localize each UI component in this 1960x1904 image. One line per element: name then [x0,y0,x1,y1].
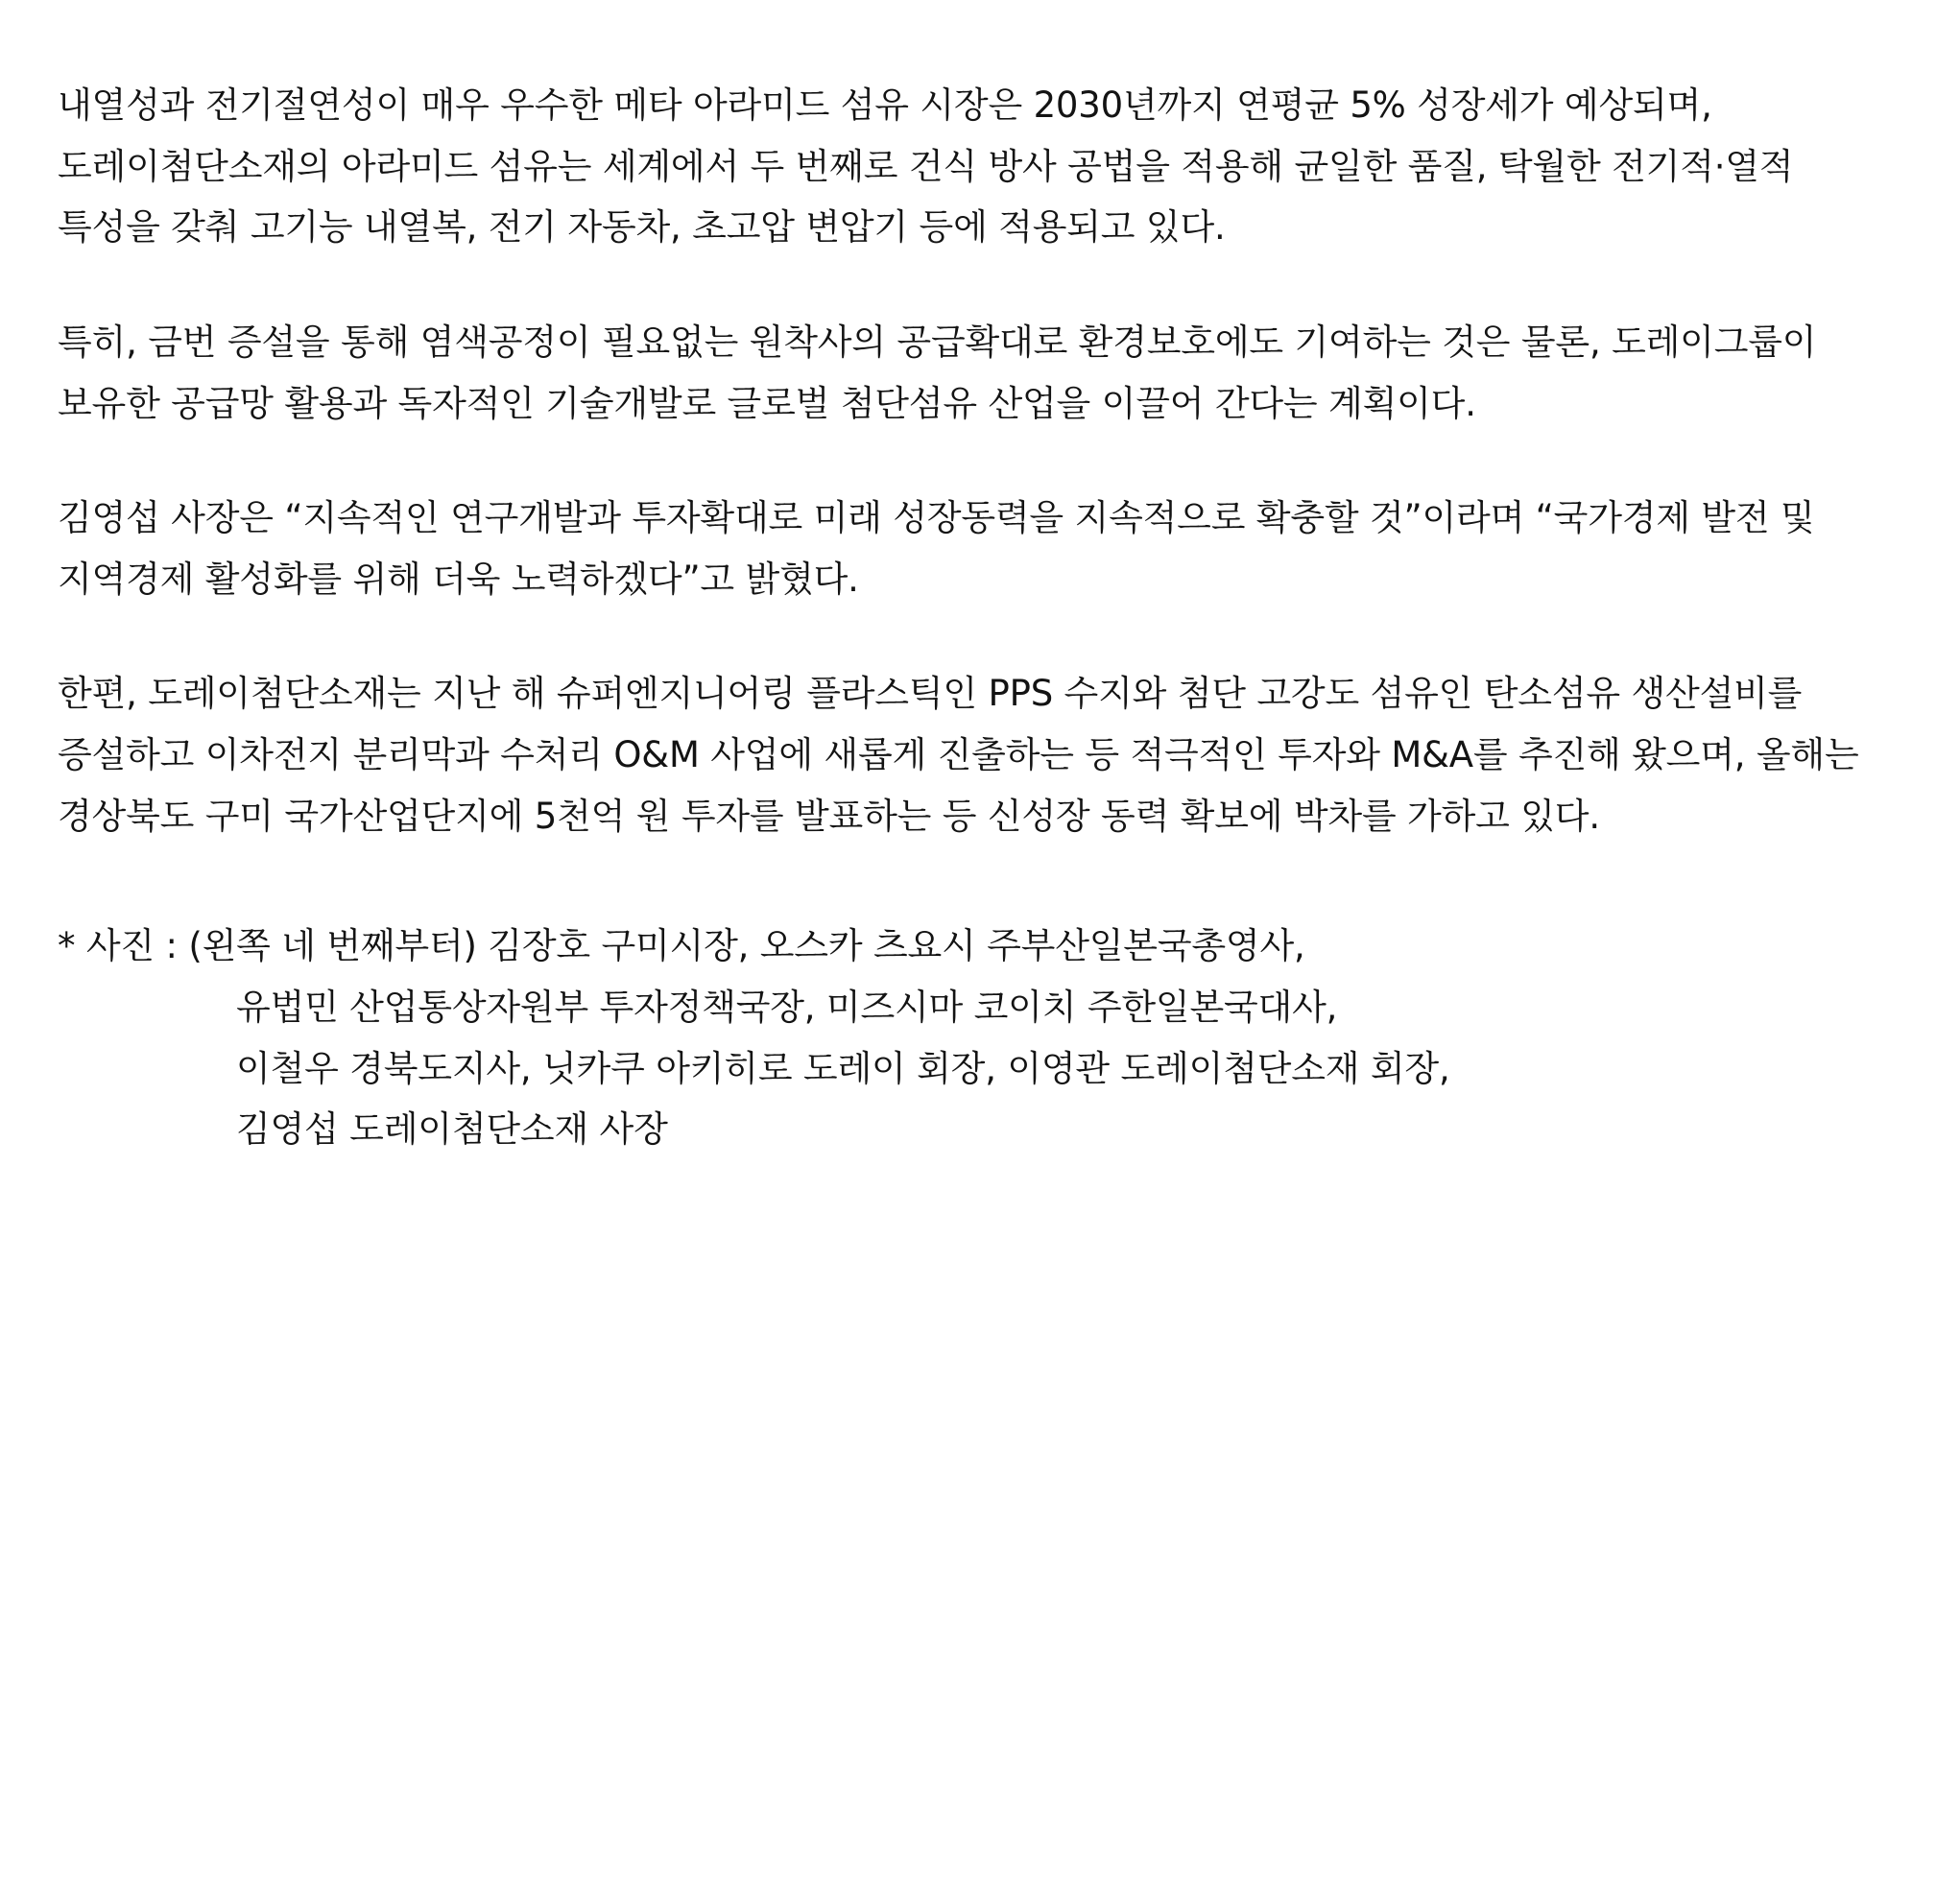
body-paragraph-1: 내열성과 전기절연성이 매우 우수한 메타 아라미드 섬유 시장은 2030년까지 연평균 5% 성장세가 예상되며, 도레이첨단소재의 아라미드 섬유는 세계에서 두 번째로 건식 방사 공법을 적용해 균일한 품질, 탁월한 전기적·열적 특성을 갖춰 고기능 내열복, 전기 자동차, 초고압 변압기 등에 적용되고 있다. [58,84,1794,249]
body-paragraph-3: 김영섭 사장은 “지속적인 연구개발과 투자확대로 미래 성장동력을 지속적으로 확충할 것”이라며 “국가경제 발전 및 지역경제 활성화를 위해 더욱 노력하겠다”고 밝혔다. [58,497,1815,600]
caption-line-4: 김영섭 도레이첨단소재 사장 [236,1108,668,1151]
photo-caption [58,916,1897,1160]
body-paragraph-2: 특히, 금번 증설을 통해 염색공정이 필요없는 원착사의 공급확대로 환경보호에도 기여하는 것은 물론, 도레이그룹이 보유한 공급망 활용과 독자적인 기술개발로 글로벌 첨단섬유 산업을 이끌어 간다는 계획이다. [58,321,1817,424]
caption-line-2: 유법민 산업통상자원부 투자정책국장, 미즈시마 코이치 주한일본국대사, [236,986,1338,1028]
caption-line-1: * 사진 : (왼쪽 네 번째부터) 김장호 구미시장, 오스카 츠요시 주부산일본국총영사, [58,925,1305,967]
caption-line-3: 이철우 경북도지사, 닛카쿠 아키히로 도레이 회장, 이영관 도레이첨단소재 회장, [236,1047,1450,1089]
body-paragraph-4: 한편, 도레이첨단소재는 지난 해 슈퍼엔지니어링 플라스틱인 PPS 수지와 첨단 고강도 섬유인 탄소섬유 생산설비를 증설하고 이차전지 분리막과 수처리 O&M 사업에 새롭게 진출하는 등 적극적인 투자와 M&A를 추진해 왔으며, 올해는 경상북도 구미 국가산업단지에 5천억 원 투자를 발표하는 등 신성장 동력 확보에 박차를 가하고 있다. [58,673,1859,837]
